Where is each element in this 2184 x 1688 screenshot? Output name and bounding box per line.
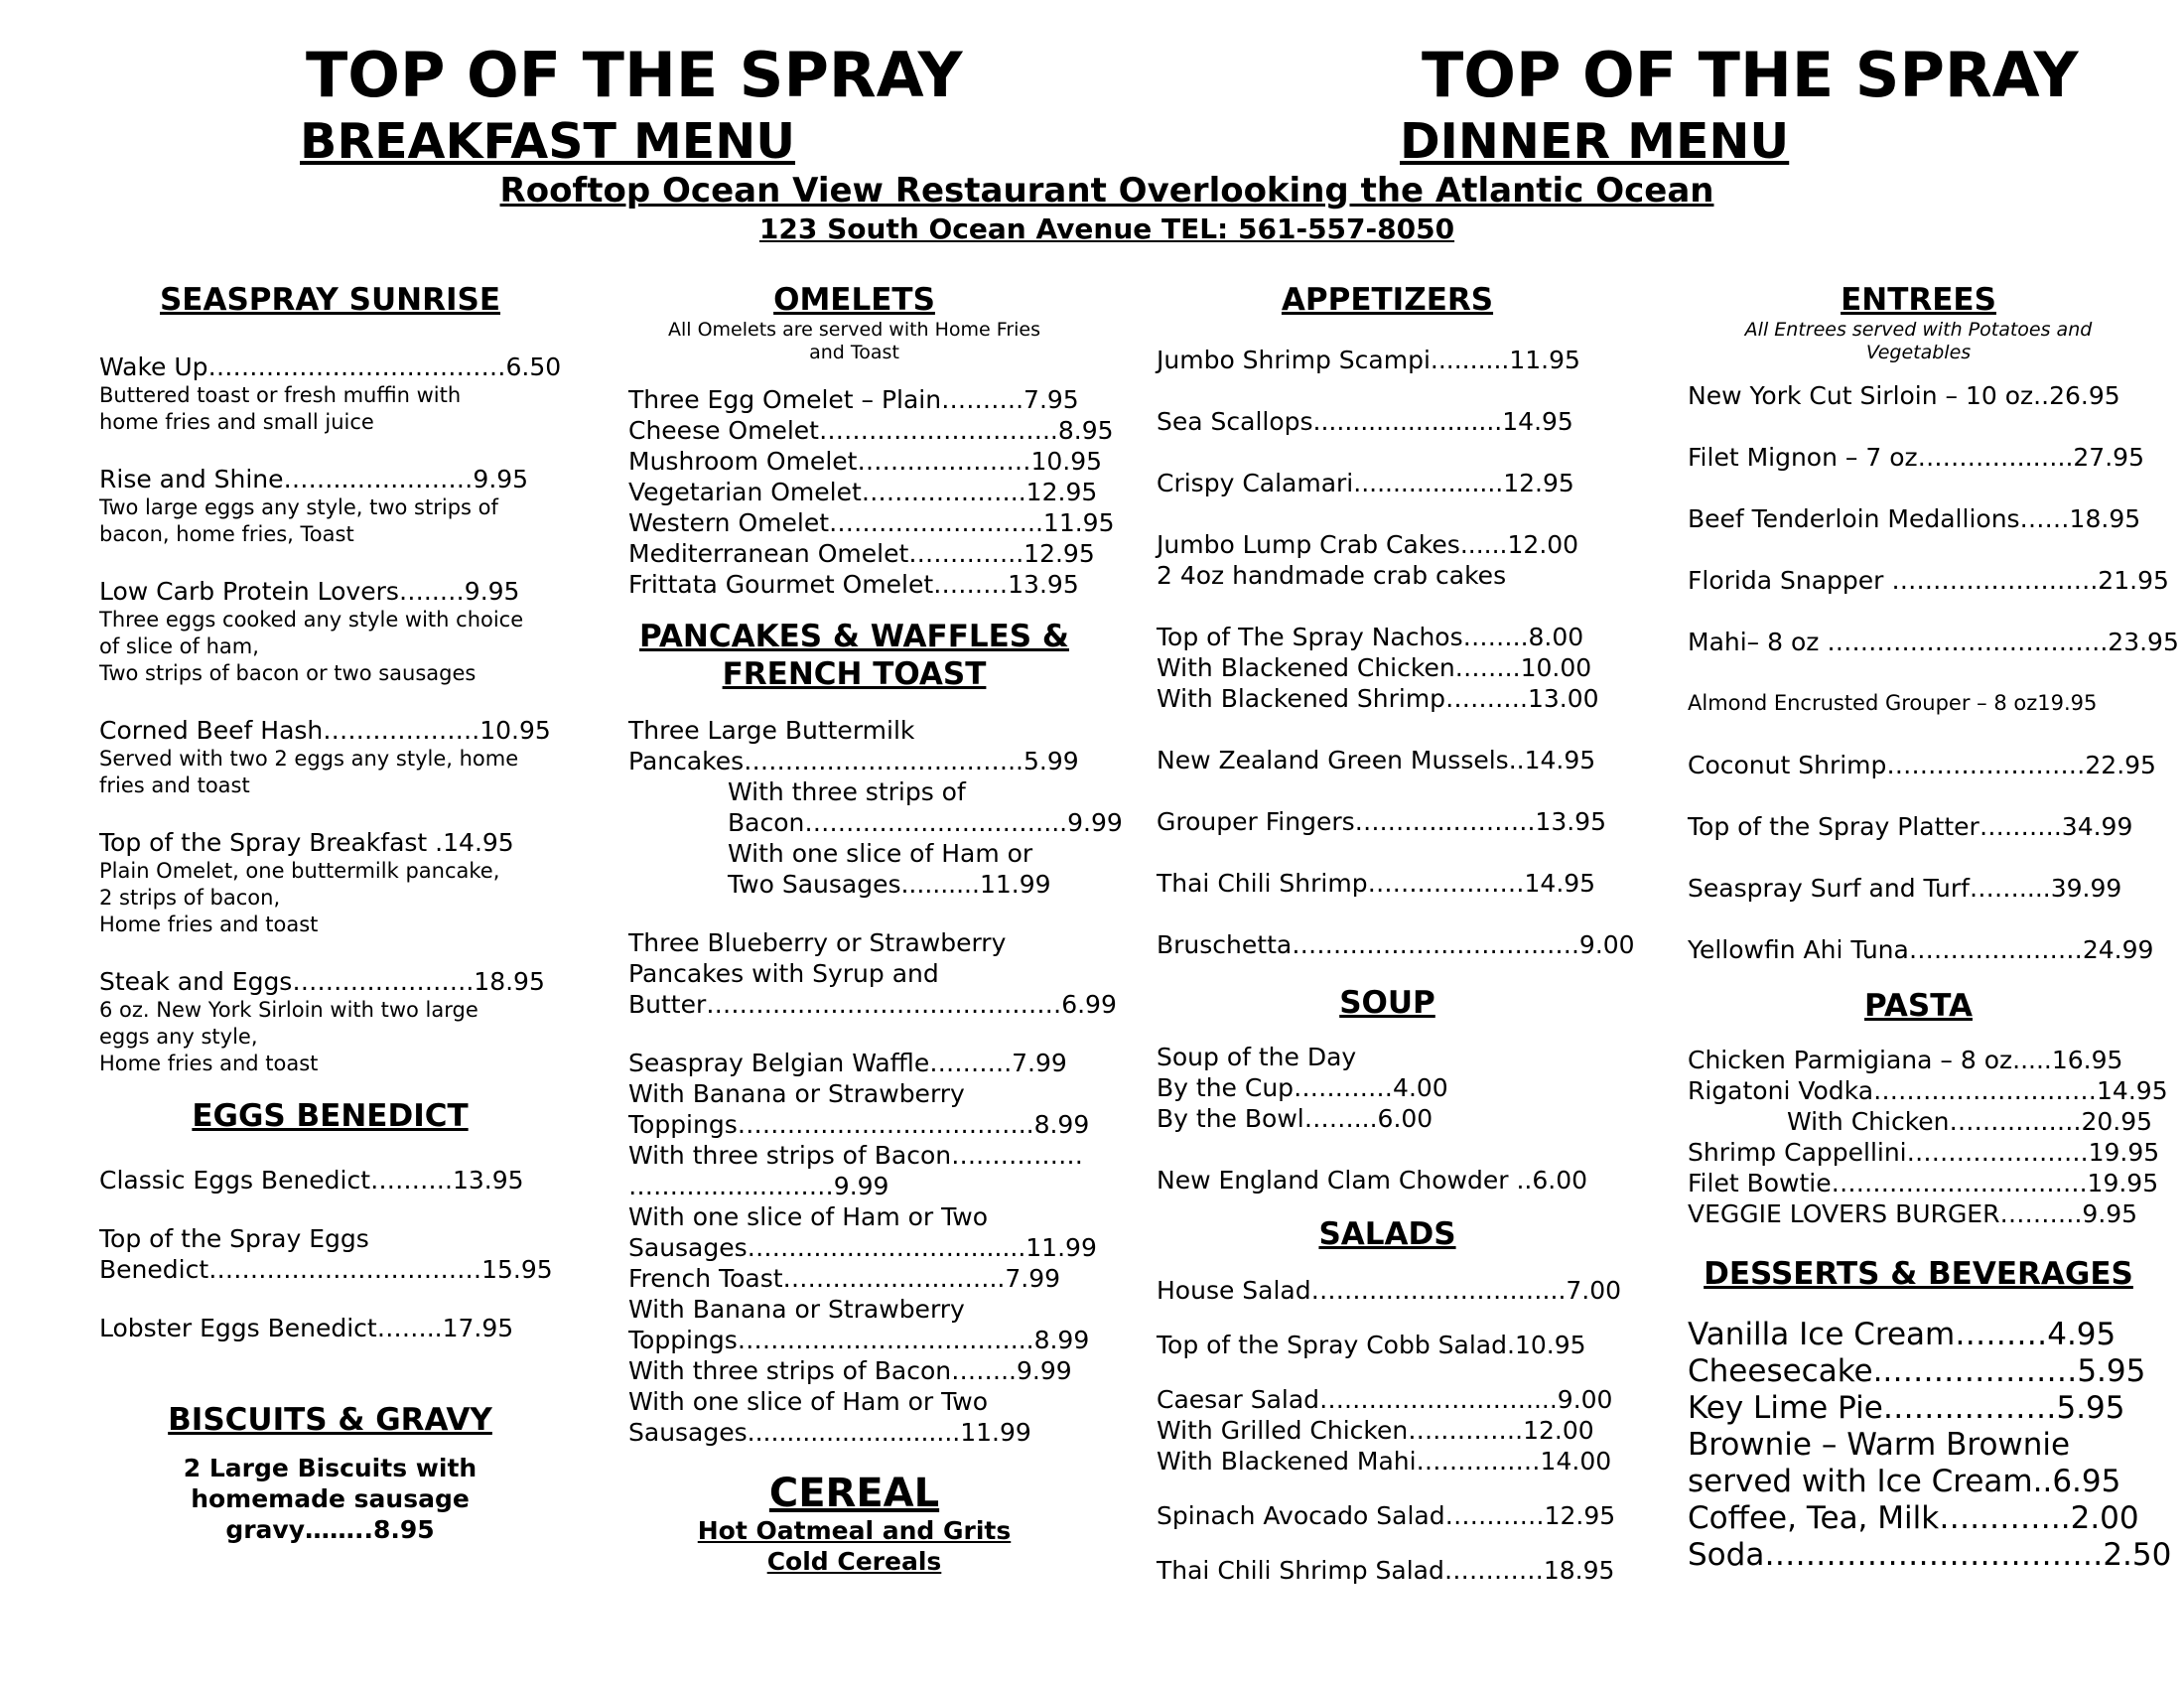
menu-item-option: With Chicken…………….20.95 bbox=[1787, 1107, 2153, 1136]
appetizers-heading: APPETIZERS bbox=[1281, 282, 1494, 318]
menu-item: Mahi– 8 oz …………………………….23.95 bbox=[1688, 628, 2179, 656]
menu-item: Brownie – Warm Brownie bbox=[1688, 1427, 2071, 1463]
dinner-menu-title: DINNER MENU bbox=[1400, 113, 1790, 170]
item-line: Top of the Spray Breakfast .14.95 bbox=[99, 828, 514, 857]
salads-heading: SALADS bbox=[1318, 1216, 1456, 1252]
menu-item: Sausages……………………….......11.99 bbox=[628, 1233, 1097, 1262]
menu-item: Pancakes with Syrup and bbox=[628, 959, 939, 988]
menu-item: Spinach Avocado Salad…………12.95 bbox=[1157, 1501, 1616, 1530]
menu-item: Yellowfin Ahi Tuna…………………24.99 bbox=[1688, 935, 2154, 964]
menu-item: Classic Eggs Benedict……….13.95 bbox=[99, 1166, 524, 1195]
menu-item: Almond Encrusted Grouper – 8 oz19.95 bbox=[1688, 691, 2098, 715]
biscuits-gravy-heading: BISCUITS & GRAVY bbox=[168, 1402, 492, 1438]
menu-item-option: With Blackened Mahi……………14.00 bbox=[1157, 1447, 1612, 1476]
menu-item: Florida Snapper …………………….21.95 bbox=[1688, 566, 2169, 595]
menu-item: New England Clam Chowder ..6.00 bbox=[1157, 1166, 1588, 1195]
item-description: Plain Omelet, one buttermilk pancake, 2 strips of bacon, Home fries and toast bbox=[99, 859, 500, 936]
dinner-column-4 bbox=[1688, 281, 2179, 1574]
soup-heading: SOUP bbox=[1339, 985, 1435, 1021]
cereal-item: Hot Oatmeal and Grits bbox=[697, 1516, 1012, 1545]
menu-item: Vanilla Ice Cream………4.95 bbox=[1688, 1317, 2116, 1352]
omelets-note: All Omelets are served with Home Fries and Toast bbox=[667, 319, 1041, 363]
menu-item: Thai Chili Shrimp…….…………14.95 bbox=[1157, 869, 1596, 898]
dinner-column-3 bbox=[1157, 281, 1635, 1586]
menu-item: Vegetarian Omelet………………..12.95 bbox=[628, 478, 1098, 506]
restaurant-tagline: Rooftop Ocean View Restaurant Overlooking the Atlantic Ocean bbox=[499, 171, 1714, 211]
biscuits-gravy-item: 2 Large Biscuits with homemade sausage gravy……..8.95 bbox=[183, 1454, 478, 1544]
menu-item: New Zealand Green Mussels..14.95 bbox=[1157, 746, 1596, 774]
eggs-benedict-heading: EGGS BENEDICT bbox=[192, 1098, 469, 1134]
entrees-heading: ENTREES bbox=[1841, 282, 1996, 318]
menu-item: Coffee, Tea, Milk…..……..2.00 bbox=[1688, 1500, 2139, 1536]
menu-item: With one slice of Ham or Two bbox=[628, 1387, 989, 1416]
cereal-heading: CEREAL bbox=[768, 1471, 940, 1516]
item-line: Corned Beef Hash……………….10.95 bbox=[99, 716, 551, 745]
menu-item-option: By the Cup…………4.00 bbox=[1157, 1073, 1448, 1102]
menu-item bbox=[99, 464, 561, 548]
menu-item: Bruschetta………………..………..….9.00 bbox=[1157, 930, 1635, 959]
menu-item: Pancakes……………………..……..5.99 bbox=[628, 747, 1079, 775]
menu-item: With three strips of Bacon….………… bbox=[628, 1141, 1084, 1170]
menu-item: Top of the Spray Eggs Benedict……………………………15.95 bbox=[99, 1224, 553, 1284]
menu-item: Sea Scallops........................14.95 bbox=[1157, 407, 1573, 436]
menu-item: Mushroom Omelet…………………10.95 bbox=[628, 447, 1103, 476]
menu-item: Toppings………………….…………..8.99 bbox=[628, 1110, 1090, 1139]
desserts-beverages-heading: DESSERTS & BEVERAGES bbox=[1704, 1256, 2133, 1292]
menu-item: Top of the Spray Platter……….34.99 bbox=[1688, 812, 2133, 841]
menu-item: New York Cut Sirloin – 10 oz..26.95 bbox=[1688, 381, 2120, 410]
pancakes-heading-line2: FRENCH TOAST bbox=[722, 656, 987, 692]
entrees-note: All Entrees served with Potatoes and Vegetables bbox=[1744, 319, 2093, 363]
menu-item: Seaspray Surf and Turf……....39.99 bbox=[1688, 874, 2122, 903]
menu-item: Coconut Shrimp……………………22.95 bbox=[1688, 751, 2156, 779]
menu-item: Sausages...........................11.99 bbox=[628, 1418, 1031, 1447]
breakfast-column-2 bbox=[628, 281, 1123, 1577]
pasta-heading: PASTA bbox=[1864, 988, 1973, 1024]
menu-item: Soda……………………………2.50 bbox=[1688, 1537, 2172, 1573]
breakfast-restaurant-title: TOP OF THE SPRAY bbox=[306, 39, 963, 111]
item-line: Steak and Eggs………………….18.95 bbox=[99, 967, 545, 996]
omelets-heading: OMELETS bbox=[773, 282, 935, 318]
menu-item-option: With Blackened Chicken……..10.00 bbox=[1157, 653, 1592, 682]
menu-item: Thai Chili Shrimp Salad…………18.95 bbox=[1157, 1556, 1615, 1585]
menu-item: Butter……………………………….……6.99 bbox=[628, 990, 1117, 1019]
menu-item: Toppings……………………………...8.99 bbox=[628, 1326, 1090, 1354]
menu-item: Three Blueberry or Strawberry bbox=[628, 928, 1007, 957]
menu-item-option: Two Sausages..........11.99 bbox=[728, 870, 1051, 899]
menu-item bbox=[99, 352, 561, 436]
item-description: Two large eggs any style, two strips of bacon, home fries, Toast bbox=[99, 495, 498, 546]
menu-item: Filet Bowtie………………………….19.95 bbox=[1688, 1169, 2159, 1197]
menu-item: Filet Mignon – 7 oz…………..…..27.95 bbox=[1688, 443, 2144, 472]
menu-item: Three Egg Omelet – Plain……….7.95 bbox=[628, 385, 1079, 414]
pancakes-heading-line1: PANCAKES & WAFFLES & bbox=[639, 619, 1069, 654]
menu-item-option: With Grilled Chicken….……….12.00 bbox=[1157, 1416, 1594, 1445]
item-description: Served with two 2 eggs any style, home fries and toast bbox=[99, 747, 519, 797]
cereal-item: Cold Cereals bbox=[766, 1547, 942, 1576]
menu-item: ………..…..………9.99 bbox=[628, 1172, 889, 1200]
breakfast-menu-title: BREAKFAST MENU bbox=[300, 113, 796, 170]
menu-item-description: 2 4oz handmade crab cakes bbox=[1157, 561, 1507, 590]
item-line: Rise and Shine……..……………9.95 bbox=[99, 465, 529, 493]
item-description: 6 oz. New York Sirloin with two large eggs any style, Home fries and toast bbox=[99, 998, 478, 1075]
menu-item: Frittata Gourmet Omelet………13.95 bbox=[628, 570, 1079, 599]
menu-item: Jumbo Shrimp Scampi..........11.95 bbox=[1157, 346, 1580, 374]
menu-item: Soup of the Day bbox=[1157, 1043, 1357, 1071]
menu-item: With three strips of Bacon……..9.99 bbox=[628, 1356, 1072, 1385]
menu-item-option: By the Bowl……...6.00 bbox=[1157, 1104, 1433, 1133]
menu-item-option: With Blackened Shrimp……….13.00 bbox=[1157, 684, 1599, 713]
seaspray-sunrise-heading: SEASPRAY SUNRISE bbox=[159, 282, 501, 318]
menu-item bbox=[99, 827, 561, 938]
dinner-restaurant-title: TOP OF THE SPRAY bbox=[1422, 39, 2079, 111]
menu-item: Chicken Parmigiana – 8 oz.....16.95 bbox=[1688, 1046, 2123, 1074]
menu-item: Grouper Fingers….……..……….13.95 bbox=[1157, 807, 1606, 836]
menu-item: House Salad…………………….…...7.00 bbox=[1157, 1276, 1622, 1305]
menu-item: Three Large Buttermilk bbox=[628, 716, 915, 745]
menu-item: VEGGIE LOVERS BURGER……….9.95 bbox=[1688, 1199, 2138, 1228]
menu-item: Crispy Calamari...................12.95 bbox=[1157, 469, 1574, 497]
menu-item: French Toast……………….……..7.99 bbox=[628, 1264, 1061, 1293]
item-line: Wake Up………………………………6.50 bbox=[99, 352, 562, 381]
restaurant-address: 123 South Ocean Avenue TEL: 561-557-8050 bbox=[758, 212, 1455, 245]
menu-item: Shrimp Cappellini………………….19.95 bbox=[1688, 1138, 2160, 1167]
menu-item bbox=[99, 966, 561, 1077]
menu-item: Top of The Spray Nachos……..8.00 bbox=[1157, 623, 1584, 651]
item-description: Buttered toast or fresh muffin with home fries and small juice bbox=[99, 383, 462, 434]
menu-item: Western Omelet……………………..11.95 bbox=[628, 508, 1115, 537]
menu-item bbox=[99, 576, 561, 687]
menu-item: served with Ice Cream..6.95 bbox=[1688, 1464, 2121, 1499]
menu-item: Top of the Spray Cobb Salad.10.95 bbox=[1157, 1331, 1586, 1359]
menu-item-option: With three strips of bbox=[728, 777, 966, 806]
menu-item: With Banana or Strawberry bbox=[628, 1295, 965, 1324]
menu-item: Cheese Omelet………………………..8.95 bbox=[628, 416, 1114, 445]
item-description: Three eggs cooked any style with choice of slice of ham, Two strips of bacon or two sausages bbox=[99, 608, 524, 685]
menu-item: With one slice of Ham or Two bbox=[628, 1202, 989, 1231]
menu-item: Cheesecake..………………5.95 bbox=[1688, 1353, 2146, 1389]
menu-item: Jumbo Lump Crab Cakes......12.00 bbox=[1157, 530, 1579, 559]
menu-item bbox=[99, 715, 561, 799]
menu-item-option: With one slice of Ham or bbox=[728, 839, 1033, 868]
menu-item: Mediterranean Omelet…………..12.95 bbox=[628, 539, 1095, 568]
item-line: Low Carb Protein Lovers…..…9.95 bbox=[99, 577, 520, 606]
menu-item: Lobster Eggs Benedict……..17.95 bbox=[99, 1314, 514, 1342]
menu-item: Rigatoni Vodka………………………14.95 bbox=[1688, 1076, 2168, 1105]
menu-item: Seaspray Belgian Waffle……….7.99 bbox=[628, 1049, 1067, 1077]
breakfast-column-1 bbox=[99, 281, 561, 1545]
menu-item: Key Lime Pie……..………5.95 bbox=[1688, 1390, 2125, 1426]
menu-item: Beef Tenderloin Medallions……18.95 bbox=[1688, 504, 2141, 533]
menu-item-option: Bacon…………………..……...9.99 bbox=[728, 808, 1123, 837]
menu-item: With Banana or Strawberry bbox=[628, 1079, 965, 1108]
menu-item: Caesar Salad….…………………....9.00 bbox=[1157, 1385, 1613, 1414]
